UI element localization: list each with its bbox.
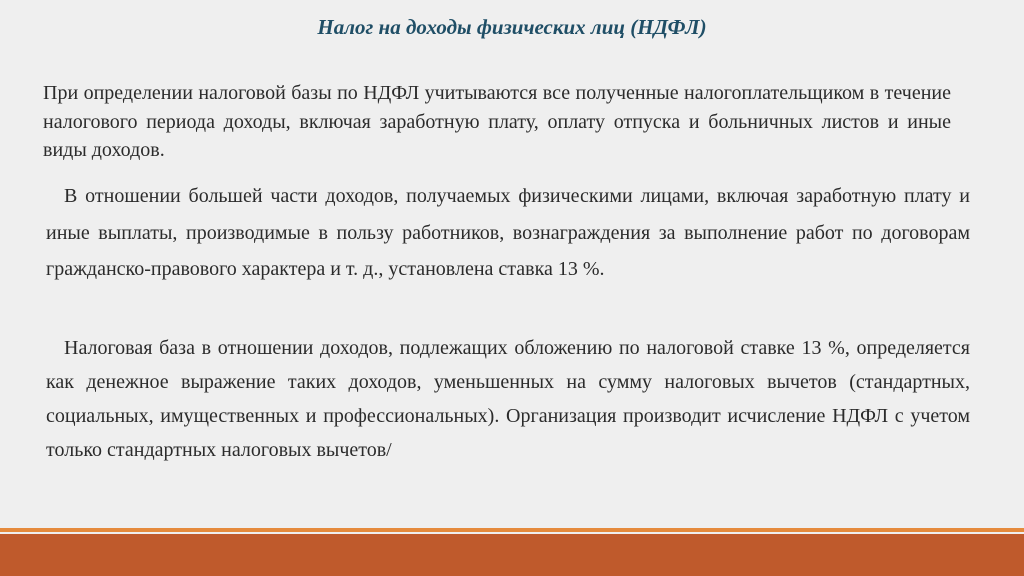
paragraph-tax-deductions: Налоговая база в отношении доходов, подлежащих обложению по налоговой ставке 13 %, определяется как денежное выражение таких доходов, уменьшенных на сумму налоговых вычетов (стандартных, социальных, имущественных и профессиональных). Организация производит исчисление НДФЛ с учетом только стандартных налоговых вычетов/ [46,337,970,461]
paragraph-tax-base: При определении налоговой базы по НДФЛ учитываются все полученные налогоплательщиком в течение налогового периода доходы, включая заработную плату, оплату отпуска и больничных листов и иные виды доходов. [43,82,951,161]
paragraph-tax-rate: В отношении большей части доходов, получаемых физическими лицами, включая заработную плату и иные выплаты, производимые в пользу работников, вознаграждения за выполнение работ по договорам гражданско-правового характера и т. д., установлена ставка 13 %. [46,185,970,280]
slide-title: Налог на доходы физических лиц (НДФЛ) [317,15,707,39]
footer-accent-line [0,528,1024,532]
footer-band [0,534,1024,576]
